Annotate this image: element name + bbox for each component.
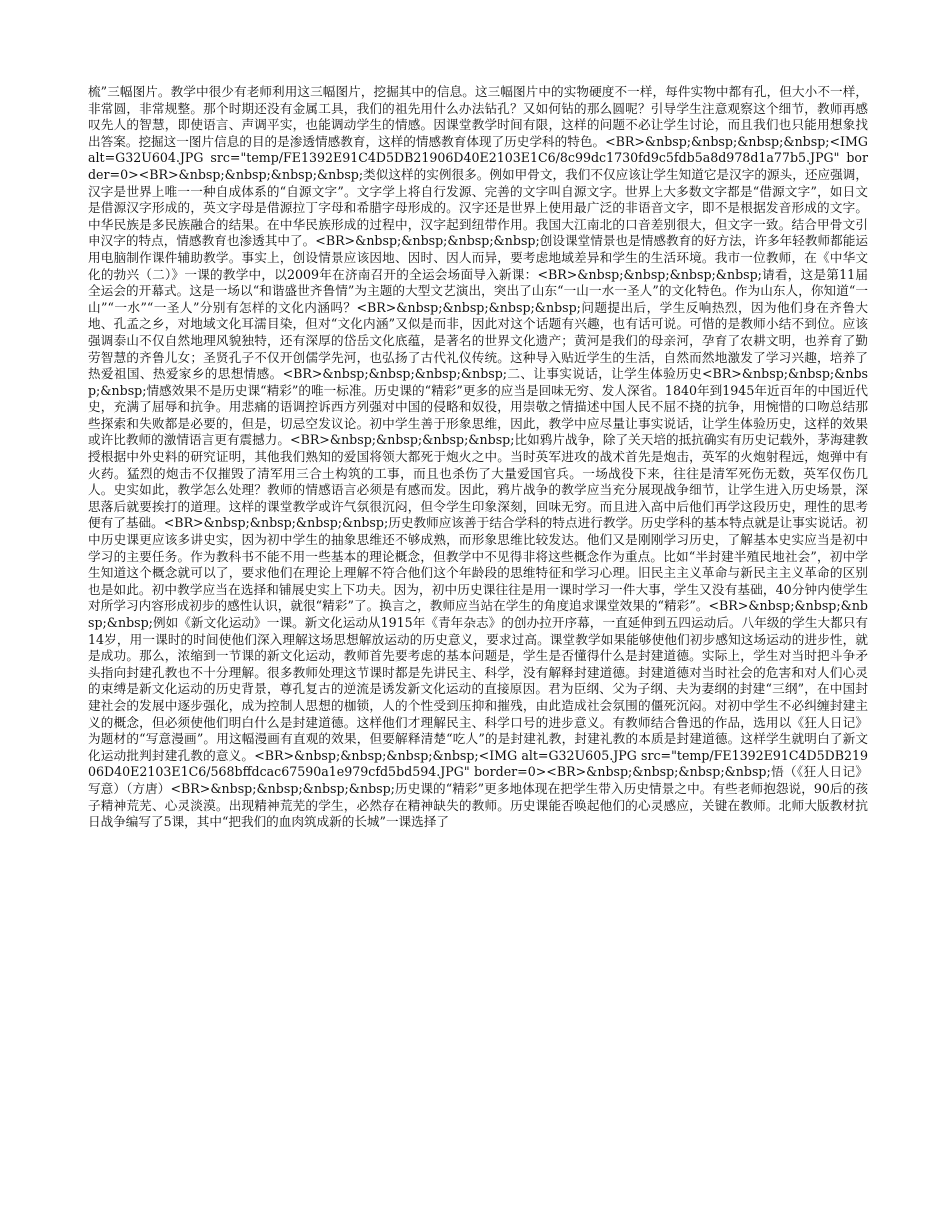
- document-body: [88, 84, 868, 831]
- article-text: 梳”三幅图片。教学中很少有老师利用这三幅图片，挖掘其中的信息。这三幅图片中的实物硬度不一样，每件实物中都有孔，但大小不一样，非常圆，非常规整。那个时期还没有金属工具，我们的祖先用什么办法钻孔？又如何钻的那么圆呢？引导学生注意观察这个细节，教师再感叹先人的智慧，即使语言、声调平实，也能调动学生的情感。因课堂教学时间有限，这样的问题不必让学生讨论，而且我们也只能用想象找出答案。挖掘这一图片信息的目的是渗透情感教育，这样的情感教育体现了历史学科的特色。<BR>&nbsp;&nbsp;&nbsp;&nbsp;<IMG alt=G32U604.JPG src="temp/FE1392E91C4D5DB21906D40E2103E1C6/8c99dc1730fd9c5fdb5a8d978d1a77b5.JPG" border=0><BR>&nbsp;&nbsp;&nbsp;&nbsp;类似这样的实例很多。例如甲骨文，我们不仅应该让学生知道它是汉字的源头，还应强调，汉字是世界上唯一一种自成体系的“自源文字”。文字学上将自行发源、完善的文字叫自源文字。世界上大多数文字都是“借源文字”，如日文是借源汉字形成的，英文字母是借源拉丁字母和希腊字母形成的。汉字还是世界上使用最广泛的非语音文字，即不是根据发音形成的文字。中华民族是多民族融合的结果。在中华民族形成的过程中，汉字起到纽带作用。我国大江南北的口音差别很大，但文字一致。结合甲骨文引申汉字的特点，情感教育也渗透其中了。<BR>&nbsp;&nbsp;&nbsp;&nbsp;创设课堂情景也是情感教育的好方法，许多年轻教师都能运用电脑制作课件辅助教学。事实上，创设情景应该因地、因时、因人而异，要考虑地域差异和学生的生活环境。我市一位教师，在《中华文化的勃兴（二）》一课的教学中，以2009年在济南召开的全运会场面导入新课：<BR>&nbsp;&nbsp;&nbsp;&nbsp;请看，这是第11届全运会的开幕式。这是一场以“和谐盛世齐鲁情”为主题的大型文艺演出，突出了山东“一山一水一圣人”的文化特色。作为山东人，你知道“一山”“一水”“一圣人”分别有怎样的文化内涵吗？<BR>&nbsp;&nbsp;&nbsp;&nbsp;问题提出后，学生反响热烈，因为他们身在齐鲁大地、孔孟之乡，对地域文化耳濡目染，但对“文化内涵”又似是而非，因此对这个话题有兴趣，也有话可说。可惜的是教师小结不到位。应该强调泰山不仅自然地理风貌独特，还有深厚的岱岳文化底蕴，是著名的世界文化遗产；黄河是我们的母亲河，孕育了农耕文明，也养育了勤劳智慧的齐鲁儿女；圣贤孔子不仅开创儒学先河，也弘扬了古代礼仪传统。这种导入贴近学生的生活，自然而然地激发了学习兴趣，培养了热爱祖国、热爱家乡的思想情感。<BR>&nbsp;&nbsp;&nbsp;&nbsp;二、让事实说话，让学生体验历史<BR>&nbsp;&nbsp;&nbsp;&nbsp;情感效果不是历史课“精彩”的唯一标准。历史课的“精彩”更多的应当是回味无穷、发人深省。1840年到1945年近百年的中国近代史，充满了屈辱和抗争。用悲痛的语调控诉西方列强对中国的侵略和奴役，用崇敬之情描述中国人民不屈不挠的抗争，用惋惜的口吻总结那些探索和失败都是必要的，但是，切忌空发议论。初中学生善于形象思维，因此，教学中应尽量让事实说话，让学生体验历史，这样的效果或许比教师的激情语言更有震撼力。<BR>&nbsp;&nbsp;&nbsp;&nbsp;比如鸦片战争，除了关天培的抵抗确实有历史记载外，茅海建教授根据中外史料的研究证明，其他我们熟知的爱国将领大都死于炮火之中。当时英军进攻的战术首先是炮击，英军的火炮射程远，炮弹中有火药。猛烈的炮击不仅摧毁了清军用三合土构筑的工事，而且也杀伤了大量爱国官兵。一场战役下来，往往是清军死伤无数，英军仅伤几人。史实如此，教学怎么处理？教师的情感语言必须是有感而发。因此，鸦片战争的教学应当充分展现战争细节，让学生进入历史场景，深思落后就要挨打的道理。这样的课堂教学或许气氛很沉闷，但令学生印象深刻，回味无穷。而且进入高中后他们再学这段历史，理性的思考便有了基础。<BR>&nbsp;&nbsp;&nbsp;&nbsp;历史教师应该善于结合学科的特点进行教学。历史学科的基本特点就是让事实说话。初中历史课更应该多讲史实，因为初中学生的抽象思维还不够成熟，而形象思维比较发达。他们又是刚刚学习历史，了解基本史实应当是初中学习的主要任务。作为教科书不能不用一些基本的理论概念，但教学中不见得非将这些概念作为重点。比如“半封建半殖民地社会”，初中学生知道这个概念就可以了，要求他们在理论上理解不符合他们这个年龄段的思维特征和学习心理。旧民主主义革命与新民主主义革命的区别也是如此。初中教学应当在选择和铺展史实上下功夫。因为，初中历史课往往是用一课时学习一件大事，学生又没有基础，40分钟内使学生对所学习内容形成初步的感性认识，就很“精彩”了。换言之，教师应当站在学生的角度追求课堂效果的“精彩”。<BR>&nbsp;&nbsp;&nbsp;&nbsp;例如《新文化运动》一课。新文化运动从1915年《青年杂志》的创办拉开序幕，一直延伸到五四运动后。八年级的学生大都只有14岁，用一课时的时间使他们深入理解这场思想解放运动的历史意义，要求过高。课堂教学如果能够使他们初步感知这场运动的进步性，就是成功。那么，浓缩到一节课的新文化运动，教师首先要考虑的基本问题是，学生是否懂得什么是封建道德。实际上，学生对当时把斗争矛头指向封建孔教也不十分理解。很多教师处理这节课时都是先讲民主、科学，没有解释封建道德。封建道德对当时社会的危害和对人们心灵的束缚是新文化运动的历史背景，尊孔复古的逆流是诱发新文化运动的直接原因。君为臣纲、父为子纲、夫为妻纲的封建“三纲”，在中国封建社会的发展中逐步强化，成为控制人思想的枷锁，人的个性受到压抑和摧残，由此造成社会氛围的僵死沉闷。对初中学生不必纠缠封建主义的概念，但必须使他们明白什么是封建道德。这样他们才理解民主、科学口号的进步意义。有教师结合鲁迅的作品，选用以《狂人日记》为题材的“写意漫画”。用这幅漫画有直观的效果，但要解释清楚“吃人”的是封建礼教，封建礼教的本质是封建道德。这样学生就明白了新文化运动批判封建孔教的意义。<BR>&nbsp;&nbsp;&nbsp;&nbsp;<IMG alt=G32U605.JPG src="temp/FE1392E91C4D5DB21906D40E2103E1C6/568bffdcac67590a1e979cfd5bd594.JPG" border=0><BR>&nbsp;&nbsp;&nbsp;&nbsp;悟（《狂人日记》写意）（方唐）<BR>&nbsp;&nbsp;&nbsp;&nbsp;历史课的“精彩”更多地体现在把学生带入历史情景之中。有些老师抱怨说，90后的孩子精神荒芜、心灵淡漠。出现精神荒芜的学生，必然存在精神缺失的教师。历史课能否唤起他们的心灵感应，关键在教师。北师大版教材抗日战争编写了5课，其中“把我们的血肉筑成新的长城”一课选择了: [88, 84, 868, 830]
